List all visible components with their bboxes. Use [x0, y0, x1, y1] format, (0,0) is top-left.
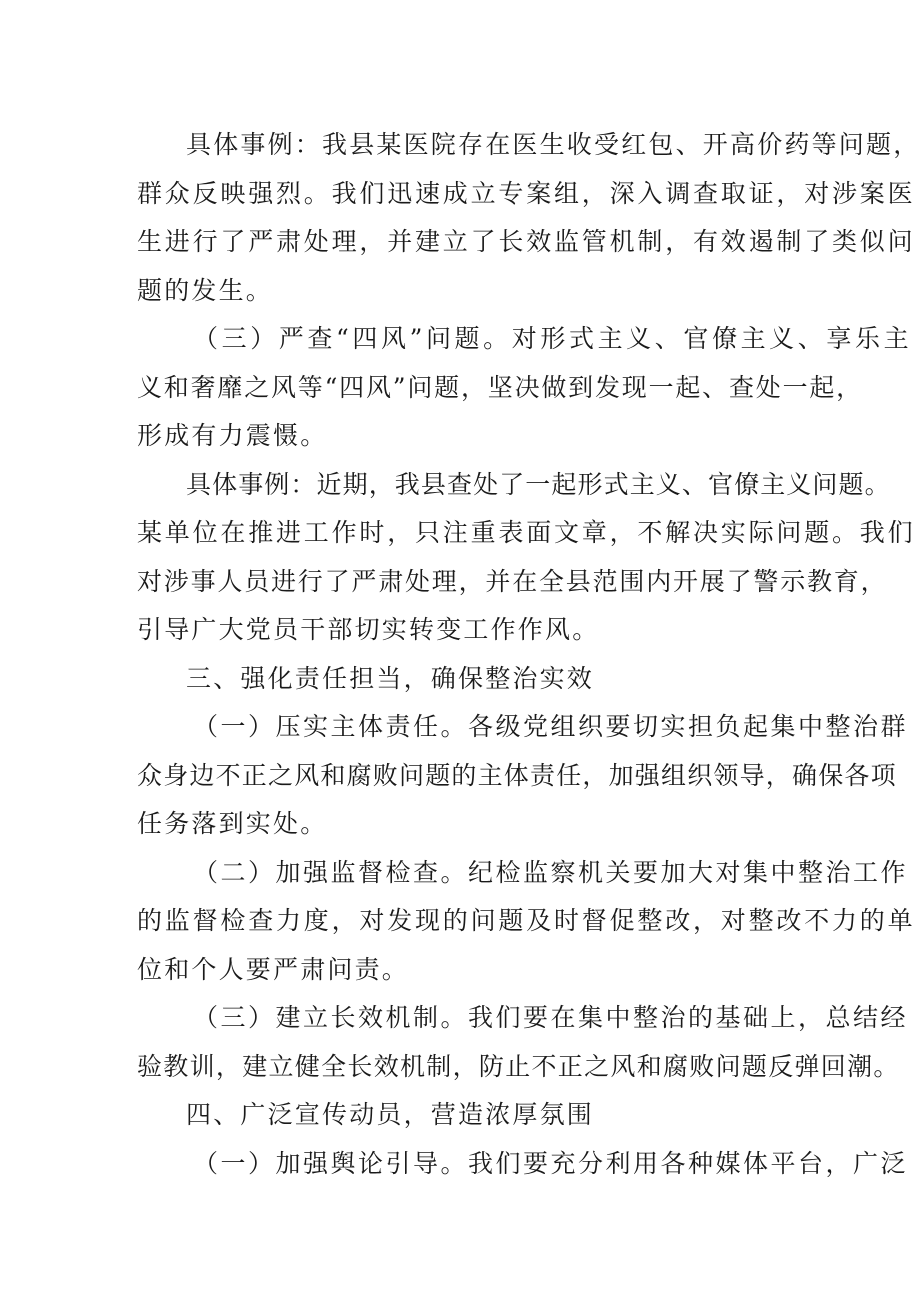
p1-line4: 题的发生。 — [137, 276, 274, 305]
p3-line1: 具体事例：近期，我县查处了一起形式主义、官僚主义问题。 — [186, 470, 891, 499]
p5-line2: 众身边不正之风和腐败问题的主体责任，加强组织领导，确保各项 — [137, 761, 897, 790]
p3-line2: 某单位在推进工作时，只注重表面文章，不解决实际问题。我们 — [137, 518, 916, 547]
p7-line1: （三）建立长效机制。我们要在集中整治的基础上，总结经 — [193, 1003, 909, 1032]
p9-line1: （一）加强舆论引导。我们要充分利用各种媒体平台，广泛 — [193, 1149, 909, 1178]
p1-line1: 具体事例：我县某医院存在医生收受红包、开高价药等问题， — [186, 130, 920, 159]
p6-line2: 的监督检查力度，对发现的问题及时督促整改，对整改不力的单 — [137, 906, 916, 935]
p1-line2: 群众反映强烈。我们迅速成立专案组，深入调查取证，对涉案医 — [137, 179, 916, 208]
section-heading-3: 三、强化责任担当，确保整治实效 — [186, 664, 595, 693]
section-heading-4: 四、广泛宣传动员，营造浓厚氛围 — [186, 1100, 595, 1129]
p3-line3: 对涉事人员进行了严肃处理，并在全县范围内开展了警示教育， — [137, 567, 888, 596]
p5-line1: （一）压实主体责任。各级党组织要切实担负起集中整治群 — [193, 712, 909, 741]
p7-line2: 验教训，建立健全长效机制，防止不正之风和腐败问题反弹回潮。 — [137, 1052, 900, 1081]
p3-line4: 引导广大党员干部切实转变工作作风。 — [137, 615, 600, 644]
p2-line3: 形成有力震慑。 — [137, 421, 328, 450]
p6-line3: 位和个人要严肃问责。 — [137, 955, 410, 984]
p1-line3: 生进行了严肃处理，并建立了长效监管机制，有效遏制了类似问 — [137, 227, 916, 256]
p2-line1: （三）严查“四风”问题。对形式主义、官僚主义、享乐主 — [193, 324, 913, 353]
p5-line3: 任务落到实处。 — [137, 809, 328, 838]
p6-line1: （二）加强监督检查。纪检监察机关要加大对集中整治工作 — [193, 858, 909, 887]
p2-line2: 义和奢靡之风等“四风”问题，坚决做到发现一起、查处一起， — [137, 373, 863, 402]
